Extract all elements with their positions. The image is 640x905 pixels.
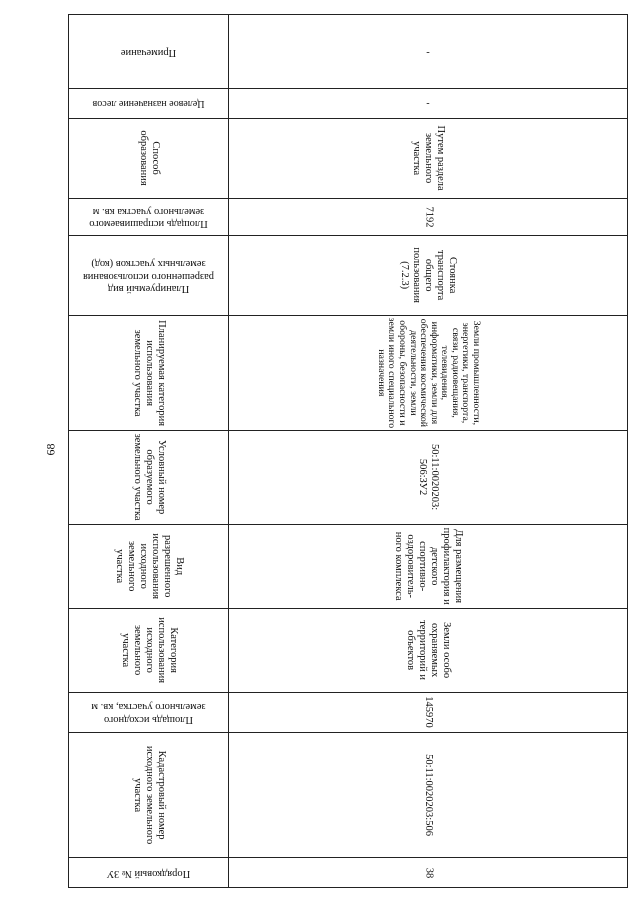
header-cell-conditional-number <box>69 431 229 524</box>
value-cell-requested-area <box>229 199 627 235</box>
header-cell-source-category <box>69 609 229 692</box>
header-cell-cadastral-number <box>69 733 229 857</box>
table-row-planned-use <box>69 235 627 315</box>
table-row-source-use <box>69 524 627 608</box>
table-row-source-area <box>69 692 627 732</box>
value-formation-method: Путем раздела земельного участка <box>410 125 447 192</box>
header-cell-source-use <box>69 525 229 608</box>
value-cell-serial-number <box>229 858 627 888</box>
table-row-serial-number <box>69 857 627 888</box>
value-serial-number: 38 <box>423 867 435 879</box>
value-note: - <box>426 46 430 58</box>
value-conditional-number: 50:11:0020203: 506:ЗУ2 <box>417 444 441 511</box>
header-cadastral-number: Кадастровый номер исходного земельного участка <box>131 745 167 845</box>
header-cell-planned-use <box>69 236 229 315</box>
header-requested-area: Площадь испрашиваемого земельного участка кв. м <box>89 206 208 230</box>
header-conditional-number: Условный номер образуемого земельного участка <box>131 434 167 521</box>
value-cell-formation-method <box>229 119 627 198</box>
header-forest-purpose: Целевое назначение лесов <box>92 98 205 110</box>
header-serial-number: Порядковый № ЗУ <box>106 868 191 880</box>
value-cell-cadastral-number <box>229 733 627 857</box>
header-cell-formation-method <box>69 119 229 198</box>
value-cell-forest-purpose <box>229 89 627 118</box>
value-requested-area: 7192 <box>423 206 435 228</box>
header-planned-use: Планируемый вид разрешенного использования земельных участков (код) <box>82 258 215 294</box>
value-planned-use: Стоянка транспорта общего пользования (7.2.3) <box>398 247 459 304</box>
value-planned-category: Земли промышленности, энергетики, транспорта, связи, радиовещания, телевидения, информатики, земли для обеспечения космической деятельности, земли обороны, безопасности и земли иного специального назначения <box>375 317 482 429</box>
header-cell-requested-area <box>69 199 229 235</box>
value-forest-purpose: - <box>426 98 430 110</box>
header-planned-category: Планируемая категория использования земельного участка <box>131 320 167 426</box>
value-cell-source-use <box>229 525 627 608</box>
value-cell-conditional-number <box>229 431 627 524</box>
table-row-cadastral-number <box>69 732 627 857</box>
table-row-conditional-number <box>69 430 627 524</box>
table-row-requested-area <box>69 198 627 235</box>
page-number: 68 <box>43 443 58 456</box>
land-plot-table <box>68 14 628 888</box>
value-source-category: Земли особо охраняемых территорий и объектов <box>404 620 453 681</box>
value-cell-planned-category <box>229 316 627 430</box>
value-cell-planned-use <box>229 236 627 315</box>
table-row-formation-method <box>69 118 627 198</box>
header-cell-serial-number <box>69 858 229 888</box>
header-source-category: Категория использования исходного земельного участка <box>119 617 179 684</box>
header-cell-forest-purpose <box>69 89 229 118</box>
value-cell-source-area <box>229 693 627 732</box>
header-cell-note <box>69 15 229 88</box>
header-cell-source-area <box>69 693 229 732</box>
value-cadastral-number: 50:11:0020203:506 <box>423 754 435 836</box>
table-row-planned-category <box>69 315 627 430</box>
header-source-area: Площадь исходного земельного участка, кв. м <box>91 701 206 725</box>
header-source-use: Вид разрешенного использования исходного земельного участка <box>113 533 185 600</box>
value-source-use: Для размещения профилактория и детского спортивно-оздоровитель-ного комплекса <box>392 527 465 606</box>
table-row-forest-purpose <box>69 88 627 118</box>
header-note: Примечание <box>120 46 177 58</box>
header-formation-method: Способ образования <box>137 130 161 187</box>
value-cell-source-category <box>229 609 627 692</box>
table-row-source-category <box>69 608 627 692</box>
value-cell-note <box>229 15 627 88</box>
value-source-area: 145970 <box>423 696 435 729</box>
header-cell-planned-category <box>69 316 229 430</box>
table-row-note <box>69 15 627 88</box>
